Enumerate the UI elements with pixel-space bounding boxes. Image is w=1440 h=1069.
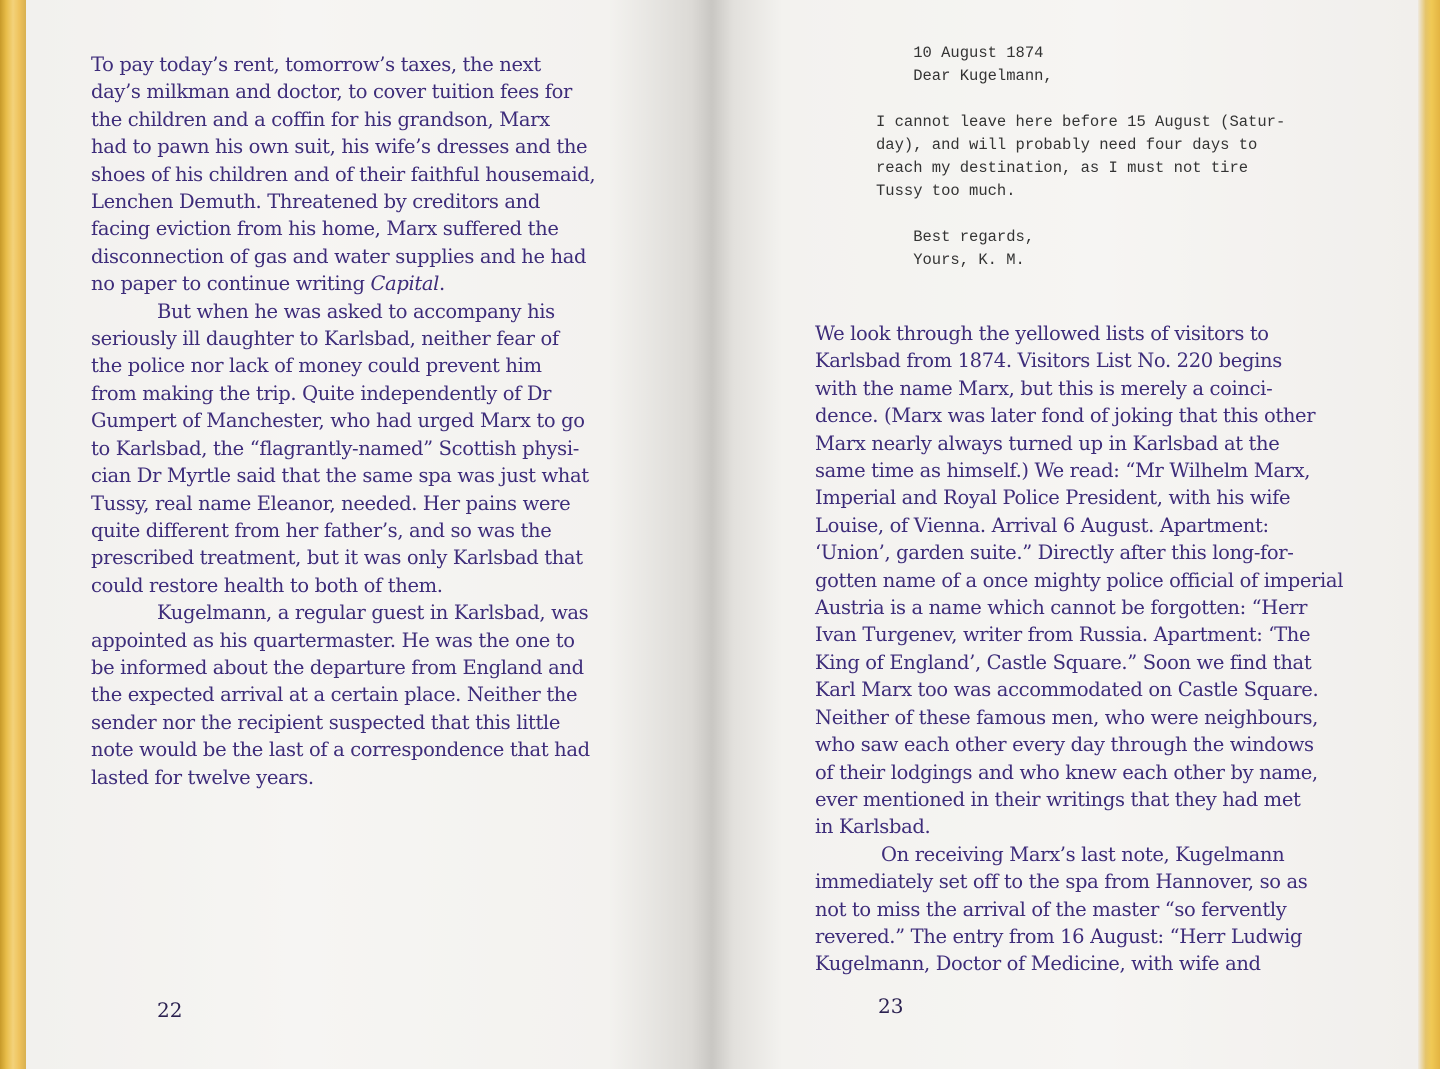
left-page	[26, 0, 712, 1069]
text-line: Imperial and Royal Police President, with his wife	[815, 486, 1291, 510]
text-line: Neither of these famous men, who were neighbours,	[815, 705, 1318, 729]
letter-line: day), and will probably need four days to	[876, 136, 1258, 154]
text-line: with the name Marx, but this is merely a coinci-	[815, 376, 1273, 400]
letter-line: Dear Kugelmann,	[876, 67, 1053, 85]
text-line: Karlsbad from 1874. Visitors List No. 220 begins	[815, 349, 1282, 373]
text-line: note would be the last of a correspondence that had	[91, 738, 590, 762]
text-line: of their lodgings and who knew each other by name,	[815, 760, 1318, 784]
text-line: lasted for twelve years.	[91, 765, 314, 789]
letter-line	[876, 88, 1285, 111]
text-line: shoes of his children and of their faithful housemaid,	[91, 162, 596, 186]
right-page-edge	[1418, 0, 1440, 1069]
text-line: seriously ill daughter to Karlsbad, neither fear of	[91, 327, 559, 351]
text-line: from making the trip. Quite independently of Dr	[91, 381, 552, 405]
letter-line: Best regards,	[876, 228, 1035, 246]
text-line: Ivan Turgenev, writer from Russia. Apartment: ‘The	[815, 623, 1311, 647]
text-line: ‘Union’, garden suite.” Directly after this long-for-	[815, 541, 1294, 565]
text-line: day’s milkman and doctor, to cover tuition fees for	[91, 80, 572, 104]
letter-line: Tussy too much.	[876, 182, 1016, 200]
text-line: no paper to continue writing Capital.	[91, 272, 445, 296]
left-page-edge	[0, 0, 26, 1069]
text-line: had to pawn his own suit, his wife’s dresses and the	[91, 135, 588, 159]
text-line: gotten name of a once mighty police official of imperial	[815, 568, 1344, 592]
text-line: Tussy, real name Eleanor, needed. Her pains were	[91, 491, 571, 515]
text-line: revered.” The entry from 16 August: “Herr Ludwig	[815, 924, 1303, 948]
text-line: Marx nearly always turned up in Karlsbad at the	[815, 431, 1280, 455]
text-line: On receiving Marx’s last note, Kugelmann	[881, 842, 1285, 866]
text-line: not to miss the arrival of the master “so fervently	[815, 897, 1287, 921]
text-line: same time as himself.) We read: “Mr Wilhelm Marx,	[815, 459, 1311, 483]
text-line: Gumpert of Manchester, who had urged Marx to go	[91, 409, 585, 433]
text-line: cian Dr Myrtle said that the same spa was just what	[91, 464, 589, 488]
text-line: ever mentioned in their writings that they had met	[815, 787, 1301, 811]
text-line: Lenchen Demuth. Threatened by creditors and	[91, 190, 540, 214]
letter-line: I cannot leave here before 15 August (Satur-	[876, 113, 1286, 131]
text-line: the expected arrival at a certain place. Neither the	[91, 683, 578, 707]
text-line: We look through the yellowed lists of visitors to	[815, 322, 1269, 345]
text-line: the police nor lack of money could prevent him	[91, 354, 542, 378]
text-line: could restore health to both of them.	[91, 573, 443, 597]
letter-line	[876, 203, 1285, 226]
text-line: disconnection of gas and water supplies and he had	[91, 244, 587, 268]
right-page-number: 23	[878, 994, 904, 1018]
left-page-body	[91, 51, 595, 791]
text-line: dence. (Marx was later fond of joking that this other	[815, 404, 1316, 428]
text-line: King of England’, Castle Square.” Soon we find that	[815, 650, 1312, 674]
text-line: immediately set off to the spa from Hannover, so as	[815, 870, 1308, 894]
text-line: who saw each other every day through the windows	[815, 733, 1314, 757]
left-page-number: 22	[157, 998, 183, 1022]
text-line: Kugelmann, Doctor of Medicine, with wife and	[815, 952, 1261, 976]
text-line: quite different from her father’s, and so was the	[91, 518, 552, 542]
text-line: appointed as his quartermaster. He was the one to	[91, 628, 575, 652]
text-line: be informed about the departure from England and	[91, 655, 584, 679]
text-line: the children and a coffin for his grandson, Marx	[91, 107, 550, 131]
text-line: Austria is a name which cannot be forgotten: “Herr	[815, 596, 1308, 620]
text-line: facing eviction from his home, Marx suffered the	[91, 217, 559, 241]
text-line: to Karlsbad, the “flagrantly-named” Scottish physi-	[91, 436, 579, 460]
text-line: prescribed treatment, but it was only Karlsbad that	[91, 546, 583, 570]
text-line: To pay today’s rent, tomorrow’s taxes, the next	[91, 53, 541, 76]
letter-line: reach my destination, as I must not tire	[876, 159, 1249, 177]
text-line: Karl Marx too was accommodated on Castle Square.	[815, 678, 1319, 702]
right-page	[712, 0, 1418, 1069]
text-line: But when he was asked to accompany his	[157, 299, 555, 323]
text-line: Louise, of Vienna. Arrival 6 August. Apartment:	[815, 513, 1269, 537]
text-line: sender nor the recipient suspected that this little	[91, 710, 561, 734]
text-line: Kugelmann, a regular guest in Karlsbad, was	[157, 601, 589, 625]
letter-line: Yours, K. M.	[876, 251, 1025, 269]
letter-line: 10 August 1874	[876, 44, 1044, 62]
text-line: in Karlsbad.	[815, 815, 931, 839]
right-page-body	[815, 320, 1343, 978]
letter-quote	[876, 42, 1285, 272]
